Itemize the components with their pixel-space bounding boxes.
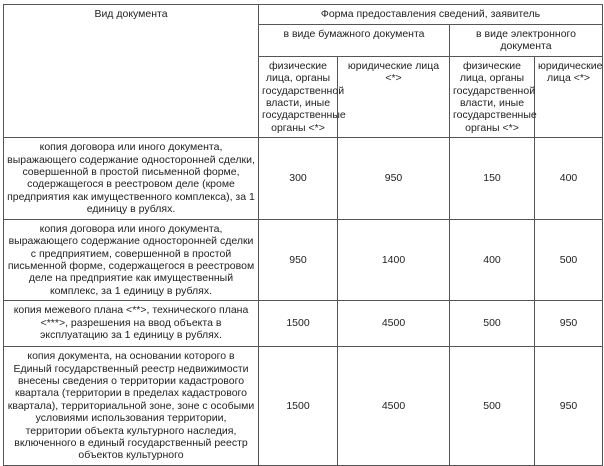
fee-table [3,4,603,466]
header-paper-legal: юридические лица <*> [338,56,450,137]
value-cell: 500 [450,301,535,347]
header-form: Форма предоставления сведений, заявитель [259,5,603,25]
header-paper: в виде бумажного документа [259,25,450,57]
doc-cell: копия документа, на основании которого в Единый государственный реестр недвижимости внесены сведения о территории кадастрового квартала (территории в пределах кадастрового квартала), территориальной зоне, зоне с особыми условиями использования территории, территории объекта культурного наследия, включенного в единый государственный реестр объектов культурного [4,347,259,466]
value-cell: 4500 [338,347,450,466]
doc-cell: копия договора или иного документа, выражающего содержание односторонней сделки с предприятием, совершенной в простой письменной форме, содержащегося в реестровом деле на предприятие как имущественный комплекс, за 1 единицу в рублях. [4,219,259,300]
value-cell: 1500 [259,347,338,466]
value-cell: 500 [535,219,603,300]
doc-cell: копия межевого плана <**>, технического плана <***>, разрешения на ввод объекта в эксплуатацию за 1 единицу в рублях. [4,301,259,347]
value-cell: 950 [338,138,450,219]
table-row [4,138,603,219]
doc-cell: копия договора или иного документа, выражающего содержание односторонней сделки, совершенной в простой письменной форме, содержащегося в реестровом деле (кроме предприятия как имущественного комплекса), за 1 единицу в рублях. [4,138,259,219]
value-cell: 500 [450,347,535,466]
value-cell: 400 [450,219,535,300]
value-cell: 400 [535,138,603,219]
value-cell: 950 [535,347,603,466]
value-cell: 950 [535,301,603,347]
header-electronic-legal: юридические лица <*> [535,56,603,137]
table-row [4,219,603,300]
value-cell: 150 [450,138,535,219]
table-row [4,347,603,466]
value-cell: 4500 [338,301,450,347]
table-row [4,301,603,347]
value-cell: 1400 [338,219,450,300]
value-cell: 300 [259,138,338,219]
value-cell: 1500 [259,301,338,347]
header-electronic: в виде электронного документа [450,25,603,57]
header-doc-type: Вид документа [4,5,259,138]
value-cell: 950 [259,219,338,300]
header-paper-individuals: физические лица, органы государственной власти, иные государственные органы <*> [259,56,338,137]
header-electronic-individuals: физические лица, органы государственной власти, иные государственные органы <*> [450,56,535,137]
